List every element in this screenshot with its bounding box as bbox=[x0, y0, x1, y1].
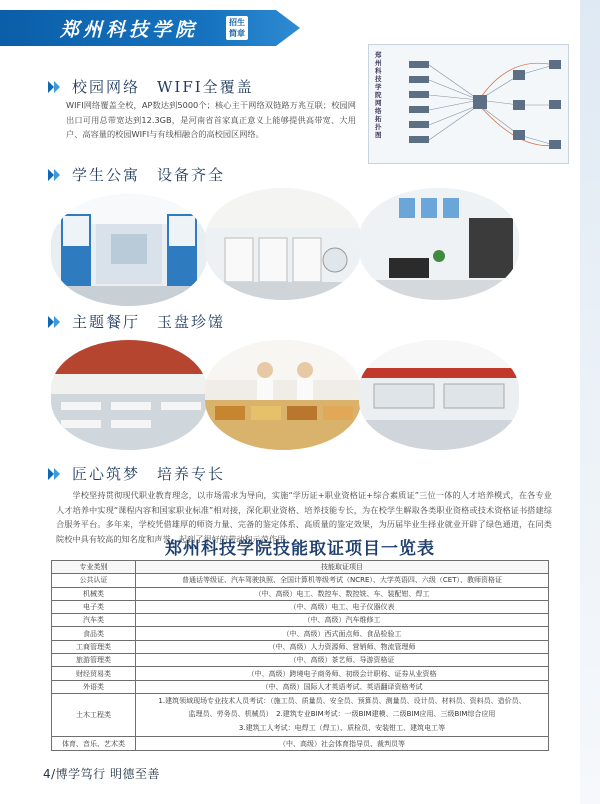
category-cell: 食品类 bbox=[52, 627, 136, 640]
items-line: 3.建筑工人考试：电焊工（焊工）、质检员、安装钳工、建筑电工等 bbox=[238, 723, 446, 732]
certification-table bbox=[51, 560, 549, 751]
section-dorm-head bbox=[48, 164, 225, 185]
table-row bbox=[52, 654, 549, 667]
table-row bbox=[52, 600, 549, 613]
diagram-label: 郑州科技学院网络拓扑图 bbox=[375, 51, 382, 139]
items-line: 1.建筑领域现场专业技术人员考试：（施工员、质量员、安全员、预算员、测量员、设计员、材料员、资料员、造价员、 bbox=[158, 696, 526, 705]
category-cell: 财经贸易类 bbox=[52, 667, 136, 680]
network-paragraph: WIFI网络覆盖全校，AP数达到5000个；核心主干网络双链路万兆互联；校园网出口可用总带宽达到12.3GB，是河南省首家真正意义上能够提供高带宽、大用户、高容量的校园WIFI与有线相融合的高校园区网络。 bbox=[66, 100, 356, 139]
items-cell bbox=[136, 574, 549, 587]
table-row bbox=[52, 587, 549, 600]
items-cell bbox=[136, 614, 549, 627]
items-line: （中、高级）西式面点师、食品检验工 bbox=[282, 629, 402, 638]
admission-badge: 招生简章 bbox=[226, 16, 248, 40]
table-row bbox=[52, 737, 549, 750]
lounge-photo bbox=[359, 188, 519, 300]
items-line: （中、高级）人力资源师、营销师、物流管理师 bbox=[268, 642, 416, 651]
items-line: （中、高级）茶艺师、导游资格证 bbox=[289, 656, 395, 665]
items-cell bbox=[136, 600, 549, 613]
footer-text: 4/博学笃行 明德至善 bbox=[43, 767, 160, 781]
items-line: （中、高级）跨境电子商务师、初级会计职称、证券从业资格 bbox=[247, 669, 437, 678]
category-cell: 电子类 bbox=[52, 600, 136, 613]
items-line: 监理员、劳务员、机械员） 2.建筑专业BIM考试：一级BIM建模、二级BIM应用、三级BIM综合应用 bbox=[188, 710, 496, 719]
table-row bbox=[52, 627, 549, 640]
section-craft-head bbox=[48, 463, 225, 484]
table-header-row bbox=[52, 561, 549, 574]
laundry-photo bbox=[205, 188, 361, 300]
category-cell: 外语类 bbox=[52, 680, 136, 693]
items-line: 普通话等级证、汽车驾驶执照、全国计算机等级考试（NCRE）、大学英语四、六级（CET）、教师资格证 bbox=[182, 576, 502, 585]
items-cell bbox=[136, 693, 549, 737]
serving-area-photo bbox=[359, 340, 519, 450]
chevron-right-icon bbox=[48, 315, 62, 329]
category-cell: 公共认证 bbox=[52, 574, 136, 587]
category-cell: 体育、音乐、艺术类 bbox=[52, 737, 136, 750]
items-line: （中、高级）电工、数控车、数控铣、车、装配钳、焊工 bbox=[254, 589, 430, 598]
category-cell: 机械类 bbox=[52, 587, 136, 600]
items-line: （中、高级）社会体育指导员、裁判员等 bbox=[279, 739, 405, 748]
items-line: （中、高级）汽车维修工 bbox=[303, 616, 381, 625]
table-row bbox=[52, 574, 549, 587]
category-cell: 旅游管理类 bbox=[52, 654, 136, 667]
section-title: 学生公寓 设备齐全 bbox=[72, 166, 226, 184]
items-cell bbox=[136, 737, 549, 750]
section-title: 校园网络 WIFI全覆盖 bbox=[72, 78, 254, 96]
network-topology-diagram bbox=[368, 44, 569, 164]
category-cell: 土木工程类 bbox=[52, 693, 136, 737]
table-row bbox=[52, 693, 549, 737]
section-dining-head bbox=[48, 311, 225, 332]
school-name: 郑州科技学院 bbox=[60, 19, 199, 41]
items-cell bbox=[136, 640, 549, 653]
table-row bbox=[52, 667, 549, 680]
topology-graphic bbox=[369, 45, 570, 165]
items-line: （中、高级）国际人才英语考试、英语翻译资格考试 bbox=[261, 682, 423, 691]
category-cell: 工商管理类 bbox=[52, 640, 136, 653]
section-network-head bbox=[48, 76, 254, 97]
section-title: 主题餐厅 玉盘珍馐 bbox=[72, 313, 226, 331]
items-cell bbox=[136, 627, 549, 640]
items-cell bbox=[136, 667, 549, 680]
items-line: （中、高级）电工、电子仪器仪表 bbox=[289, 603, 395, 612]
section-title: 匠心筑梦 培养专长 bbox=[72, 465, 226, 483]
dorm-room-photo bbox=[51, 194, 207, 306]
chevron-right-icon bbox=[48, 467, 62, 481]
column-header: 专业类别 bbox=[52, 561, 136, 574]
items-cell bbox=[136, 587, 549, 600]
items-cell bbox=[136, 680, 549, 693]
table-row bbox=[52, 640, 549, 653]
right-decor-stripe bbox=[580, 0, 600, 804]
items-cell bbox=[136, 654, 549, 667]
craft-paragraph: 学校坚持贯彻现代职业教育理念，以市场需求为导向，实施“学历证+职业资格证+综合素质证”三位一体的人才培养模式，在各专业人才培养中实现“课程内容和国家职业标准”相对接，深化职业资格、培养技能专长，为在校学生解取各类职业资格或技术资格证书搭建综合服务平台。多年来，学校凭借雄厚的师资力量、完备的鉴定体系、高质量的鉴定效果，为历届毕业生择业就业开辟了绿色通道，在同类院校中具有较高的知名度和声誉，起到了很好的带动和示范作用。 bbox=[56, 490, 552, 544]
chevron-right-icon bbox=[48, 168, 62, 182]
table-title: 郑州科技学院技能取证项目一览表 bbox=[165, 539, 435, 559]
table-row bbox=[52, 680, 549, 693]
chevron-right-icon bbox=[48, 80, 62, 94]
dining-hall-photo bbox=[51, 340, 207, 450]
food-counter-photo bbox=[205, 340, 361, 450]
table-row bbox=[52, 614, 549, 627]
column-header: 技能取证项目 bbox=[136, 561, 549, 574]
category-cell: 汽车类 bbox=[52, 614, 136, 627]
